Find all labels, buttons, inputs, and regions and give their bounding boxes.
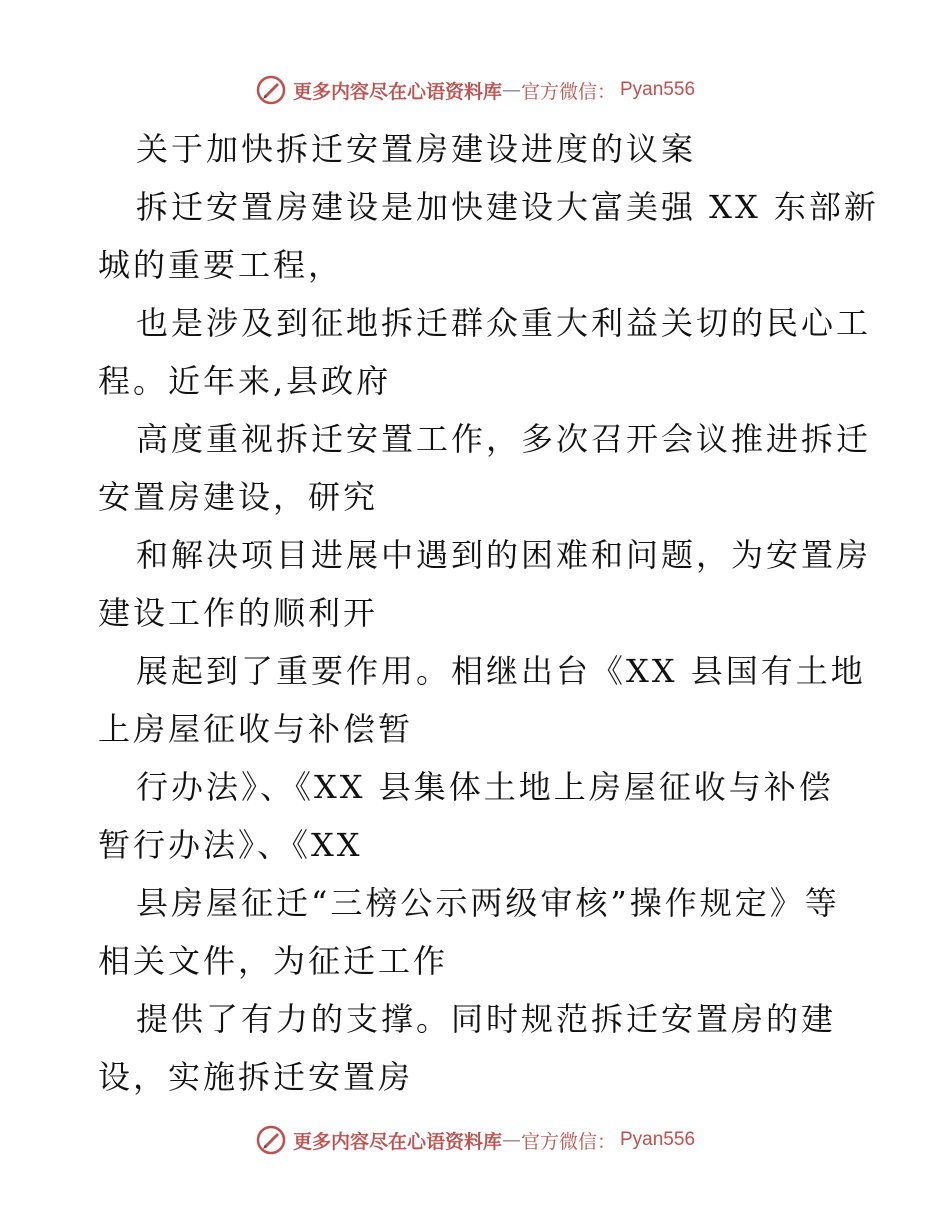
- header-banner: [0, 70, 950, 110]
- header-official-label: 官方微信：: [520, 80, 616, 103]
- doc-line: 也是涉及到征地拆迁群众重大利益关切的民心工: [136, 304, 872, 342]
- header-brand-text: 更多内容尽在心语资料库: [292, 80, 502, 103]
- quill-logo-icon: [255, 1124, 287, 1156]
- footer-wechat-id: Pyan556: [620, 1129, 696, 1150]
- doc-line: 上房屋征收与补偿暂: [98, 710, 414, 748]
- document-body: [98, 120, 879, 1106]
- doc-line: 拆迁安置房建设是加快建设大富美强 XX 东部新: [136, 188, 879, 226]
- footer-official-label: 官方微信：: [520, 1130, 616, 1153]
- doc-line: 城的重要工程，: [98, 246, 344, 284]
- doc-line: 展起到了重要作用。相继出台《XX 县国有土地: [136, 652, 866, 690]
- doc-line: 和解决项目进展中遇到的困难和问题，为安置房: [136, 536, 872, 574]
- doc-line: 建设工作的顺利开: [98, 594, 379, 632]
- doc-line: 程。近年来,县政府: [98, 362, 392, 400]
- doc-line: 提供了有力的支撑。同时规范拆迁安置房的建: [136, 1000, 837, 1038]
- doc-line: 县房屋征迁“三榜公示两级审核”操作规定》等: [136, 884, 840, 922]
- doc-line: 暂行办法》、《XX: [98, 826, 363, 864]
- doc-line: 设，实施拆迁安置房: [98, 1058, 414, 1096]
- footer-separator: —: [501, 1129, 521, 1151]
- header-separator: —: [501, 79, 521, 101]
- doc-line: 相关文件，为征迁工作: [98, 942, 449, 980]
- footer-brand-text: 更多内容尽在心语资料库: [292, 1130, 502, 1153]
- footer-banner: [0, 1120, 950, 1160]
- header-wechat-id: Pyan556: [620, 79, 696, 100]
- doc-line: 安置房建设，研究: [98, 478, 379, 516]
- doc-line: 关于加快拆迁安置房建设进度的议案: [136, 130, 697, 168]
- quill-logo-icon: [255, 74, 287, 106]
- doc-line: 高度重视拆迁安置工作，多次召开会议推进拆迁: [136, 420, 872, 458]
- doc-line: 行办法》、《XX 县集体土地上房屋征收与补偿: [136, 768, 834, 806]
